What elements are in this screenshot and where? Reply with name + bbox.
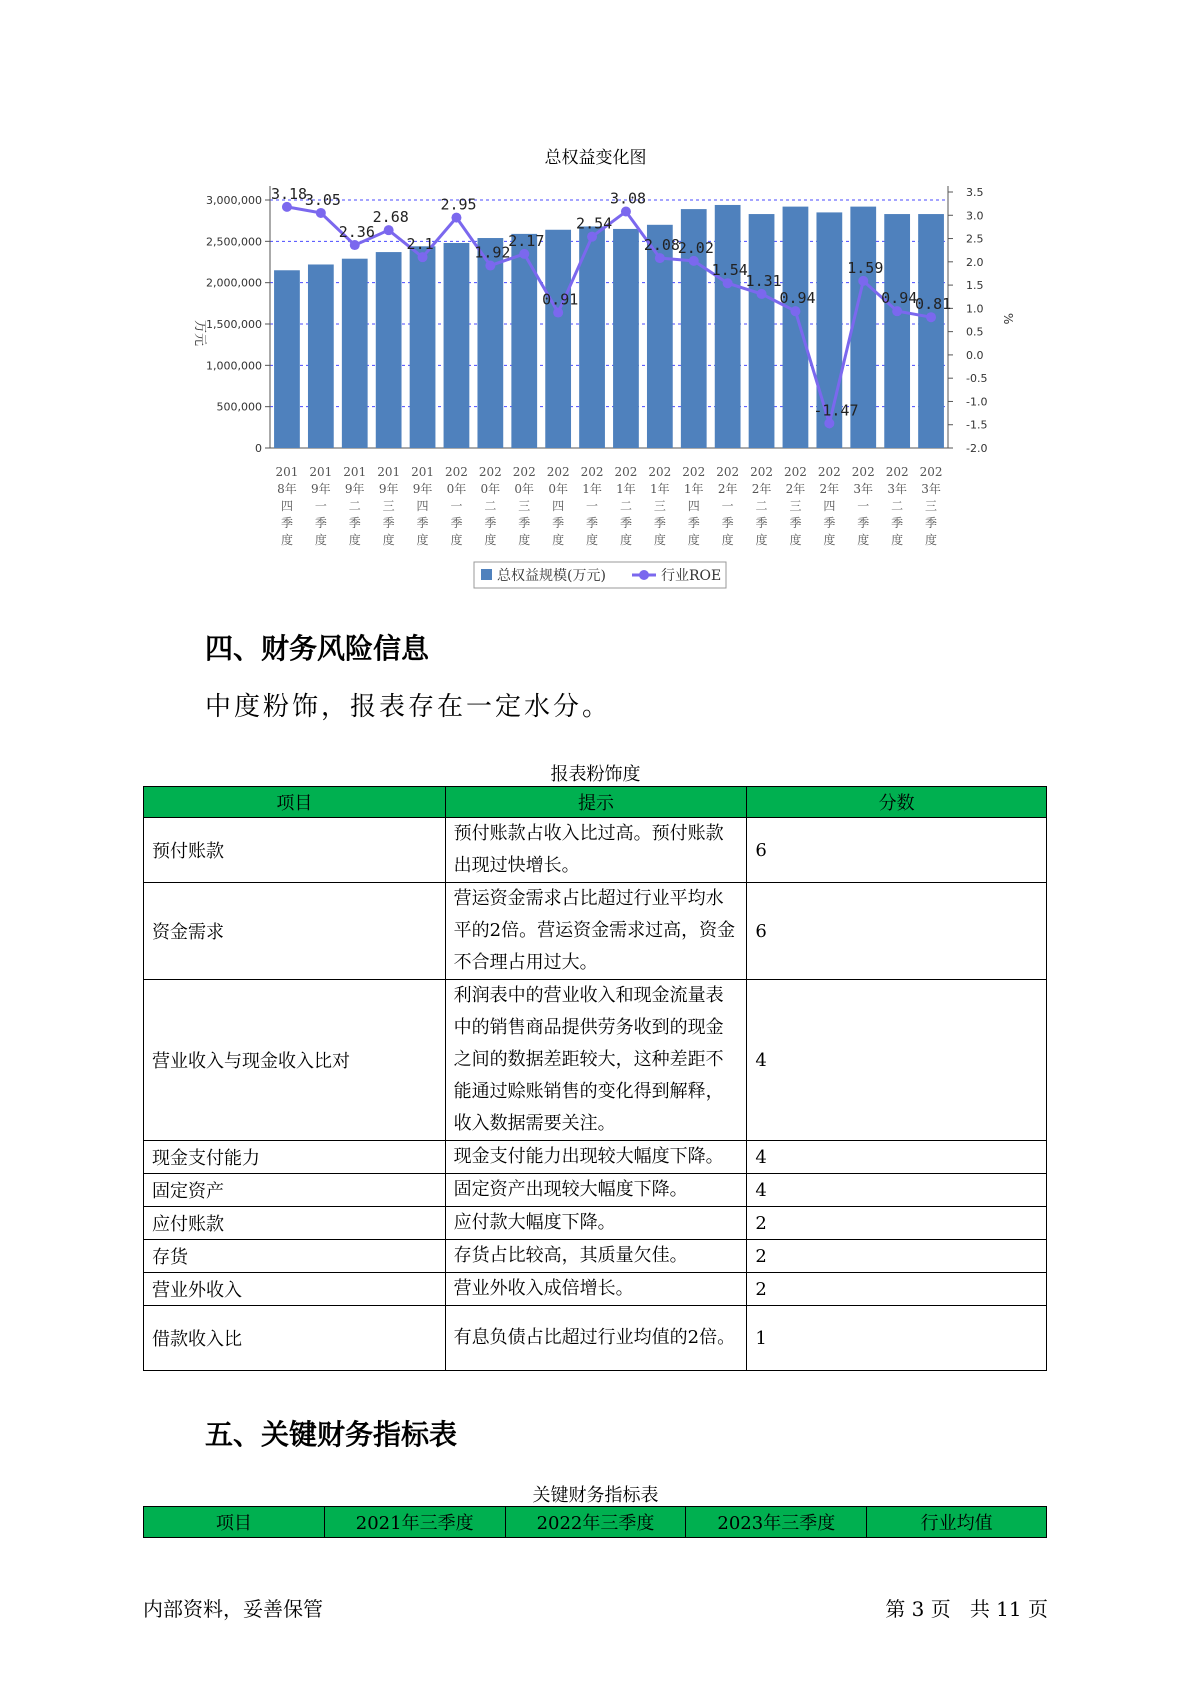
bar bbox=[918, 214, 944, 448]
x-tick-label: 度 bbox=[348, 533, 361, 547]
row-item: 营业收入与现金收入比对 bbox=[144, 980, 446, 1141]
x-tick-label: 度 bbox=[721, 533, 734, 547]
header-2022q3: 2022年三季度 bbox=[505, 1507, 686, 1538]
roe-data-label: 1.54 bbox=[711, 261, 748, 280]
x-tick-label: 度 bbox=[925, 533, 938, 547]
x-tick-label: 1年 bbox=[650, 482, 670, 496]
x-tick-label: 201 bbox=[377, 465, 401, 479]
bar bbox=[884, 214, 910, 448]
table-2-caption: 关键财务指标表 bbox=[532, 1485, 659, 1506]
x-tick-label: 季 bbox=[416, 516, 429, 530]
roe-data-label: 0.94 bbox=[881, 289, 918, 308]
roe-point bbox=[350, 240, 360, 250]
x-tick-label: 季 bbox=[280, 516, 293, 530]
left-tick-label: 0 bbox=[255, 442, 262, 455]
x-tick-label: 度 bbox=[416, 533, 429, 547]
roe-data-label: 2.54 bbox=[576, 214, 613, 233]
x-tick-label: 四 bbox=[416, 499, 429, 513]
bar bbox=[613, 229, 639, 448]
roe-point bbox=[824, 418, 834, 428]
roe-point bbox=[282, 202, 292, 212]
x-tick-label: 9年 bbox=[311, 482, 331, 496]
right-axis-label: % bbox=[1001, 313, 1015, 325]
header-tip: 提示 bbox=[445, 787, 747, 818]
x-tick-label: 201 bbox=[343, 465, 367, 479]
x-tick-label: 0年 bbox=[514, 482, 535, 496]
header-2021q3: 2021年三季度 bbox=[324, 1507, 505, 1538]
x-tick-label: 202 bbox=[580, 465, 604, 479]
x-tick-label: 202 bbox=[885, 465, 909, 479]
section-4-heading: 四、财务风险信息 bbox=[205, 632, 430, 665]
bar bbox=[715, 205, 741, 448]
x-tick-label: 三 bbox=[653, 499, 666, 513]
x-tick-label: 四 bbox=[280, 499, 293, 513]
key-indicators-table bbox=[143, 1506, 1047, 1538]
x-tick-label: 季 bbox=[518, 516, 531, 530]
right-tick-label: 3.5 bbox=[966, 186, 984, 199]
x-tick-label: 季 bbox=[450, 516, 463, 530]
x-tick-label: 度 bbox=[450, 533, 463, 547]
x-tick-label: 202 bbox=[716, 465, 740, 479]
left-tick-label: 1,000,000 bbox=[206, 359, 262, 373]
roe-point bbox=[858, 276, 868, 286]
table-row bbox=[144, 980, 1047, 1141]
x-tick-label: 三 bbox=[518, 499, 531, 513]
row-item: 借款收入比 bbox=[144, 1306, 446, 1371]
footer-page-number: 第 3 页 共 11 页 bbox=[885, 1597, 1048, 1621]
x-tick-label: 二 bbox=[619, 499, 632, 513]
x-tick-label: 度 bbox=[789, 533, 802, 547]
roe-point bbox=[790, 306, 800, 316]
roe-point bbox=[485, 261, 495, 271]
row-tip: 应付款大幅度下降。 bbox=[445, 1207, 747, 1240]
row-tip: 存货占比较高，其质量欠佳。 bbox=[445, 1240, 747, 1273]
row-item: 固定资产 bbox=[144, 1174, 446, 1207]
roe-data-label: 1.92 bbox=[474, 243, 511, 262]
x-tick-label: 一 bbox=[586, 499, 599, 513]
x-tick-label: 202 bbox=[851, 465, 875, 479]
x-tick-label: 3年 bbox=[887, 482, 907, 496]
x-tick-label: 度 bbox=[280, 533, 293, 547]
x-tick-label: 202 bbox=[919, 465, 943, 479]
chart-title: 总权益变化图 bbox=[544, 148, 647, 168]
x-tick-label: 2年 bbox=[751, 482, 772, 496]
x-tick-label: 8年 bbox=[277, 482, 297, 496]
bar bbox=[444, 243, 470, 448]
x-tick-label: 202 bbox=[682, 465, 706, 479]
legend-bar-label: 总权益规模(万元) bbox=[497, 568, 606, 584]
x-tick-label: 202 bbox=[512, 465, 536, 479]
x-tick-label: 三 bbox=[789, 499, 802, 513]
x-tick-label: 度 bbox=[687, 533, 700, 547]
x-tick-label: 季 bbox=[382, 516, 395, 530]
row-tip: 预付账款占收入比过高。预付账款出现过快增长。 bbox=[445, 818, 747, 883]
table-row bbox=[144, 1207, 1047, 1240]
bar bbox=[410, 246, 436, 448]
left-tick-label: 1,500,000 bbox=[206, 318, 262, 331]
roe-point bbox=[418, 252, 428, 262]
roe-data-label: 2.36 bbox=[338, 223, 375, 242]
table-row bbox=[144, 883, 1047, 980]
row-tip: 有息负债占比超过行业均值的2倍。 bbox=[445, 1306, 747, 1371]
x-tick-label: 度 bbox=[484, 533, 497, 547]
left-tick-label: 2,500,000 bbox=[206, 235, 262, 249]
legend-line-label: 行业ROE bbox=[661, 568, 722, 584]
x-tick-label: 一 bbox=[450, 499, 463, 513]
roe-data-label: 1.59 bbox=[847, 258, 884, 277]
x-tick-label: 度 bbox=[586, 533, 599, 547]
right-tick-label: -2.0 bbox=[966, 442, 988, 455]
x-tick-label: 季 bbox=[653, 516, 666, 530]
x-tick-label: 二 bbox=[348, 499, 361, 513]
x-tick-label: 三 bbox=[382, 499, 395, 513]
x-tick-label: 二 bbox=[755, 499, 768, 513]
roe-data-label: 2.1 bbox=[406, 235, 434, 254]
x-tick-label: 0年 bbox=[446, 482, 467, 496]
right-tick-label: -1.5 bbox=[966, 418, 988, 432]
roe-data-label: 0.94 bbox=[779, 289, 816, 308]
row-tip: 现金支付能力出现较大幅度下降。 bbox=[445, 1141, 747, 1174]
x-tick-label: 度 bbox=[755, 533, 768, 547]
table-row bbox=[144, 1306, 1047, 1371]
roe-point bbox=[926, 312, 936, 322]
roe-point bbox=[451, 213, 461, 223]
right-tick-label: -1.0 bbox=[966, 395, 988, 409]
bar bbox=[376, 252, 402, 448]
table-row bbox=[144, 1141, 1047, 1174]
x-tick-label: 季 bbox=[619, 516, 632, 530]
x-tick-label: 1年 bbox=[616, 482, 636, 496]
row-score: 2 bbox=[747, 1273, 1047, 1306]
row-score: 4 bbox=[747, 1174, 1047, 1207]
x-tick-label: 2年 bbox=[785, 482, 806, 496]
x-tick-label: 202 bbox=[546, 465, 570, 479]
x-tick-label: 202 bbox=[648, 465, 672, 479]
x-tick-label: 度 bbox=[619, 533, 632, 547]
row-score: 4 bbox=[747, 1141, 1047, 1174]
equity-chart bbox=[0, 0, 1191, 600]
row-item: 资金需求 bbox=[144, 883, 446, 980]
section-5-heading: 五、关键财务指标表 bbox=[205, 1418, 458, 1451]
x-tick-label: 度 bbox=[823, 533, 836, 547]
x-tick-label: 二 bbox=[484, 499, 497, 513]
roe-point bbox=[757, 289, 767, 299]
x-tick-label: 季 bbox=[823, 516, 836, 530]
header-item: 项目 bbox=[144, 1507, 325, 1538]
table-row bbox=[144, 1240, 1047, 1273]
x-tick-label: 季 bbox=[586, 516, 599, 530]
roe-data-label: 3.18 bbox=[270, 184, 308, 203]
x-tick-label: 度 bbox=[653, 533, 666, 547]
footer-confidential: 内部资料，妥善保管 bbox=[143, 1597, 323, 1621]
x-tick-label: 度 bbox=[891, 533, 904, 547]
table-row bbox=[144, 1174, 1047, 1207]
x-tick-label: 季 bbox=[925, 516, 938, 530]
bar bbox=[545, 230, 571, 448]
roe-data-label: 1.31 bbox=[745, 271, 782, 290]
x-tick-label: 201 bbox=[411, 465, 435, 479]
x-tick-label: 一 bbox=[721, 499, 734, 513]
x-tick-label: 一 bbox=[857, 499, 870, 513]
section-4-summary: 中度粉饰，报表存在一定水分。 bbox=[205, 692, 612, 722]
x-tick-label: 季 bbox=[552, 516, 565, 530]
header-score: 分数 bbox=[747, 787, 1047, 818]
roe-point bbox=[621, 207, 631, 217]
x-tick-label: 一 bbox=[314, 499, 327, 513]
x-tick-label: 201 bbox=[309, 465, 333, 479]
roe-data-label: 0.81 bbox=[915, 295, 952, 314]
bar bbox=[274, 270, 300, 448]
bar bbox=[342, 259, 368, 448]
roe-data-label: 2.08 bbox=[643, 236, 680, 255]
x-tick-label: 季 bbox=[789, 516, 802, 530]
x-tick-label: 度 bbox=[857, 533, 870, 547]
x-tick-label: 季 bbox=[721, 516, 734, 530]
table-row bbox=[144, 1273, 1047, 1306]
right-tick-label: 1.0 bbox=[966, 302, 984, 316]
row-item: 存货 bbox=[144, 1240, 446, 1273]
roe-data-label: 3.05 bbox=[304, 190, 341, 209]
x-tick-label: 3年 bbox=[921, 482, 941, 496]
x-tick-label: 季 bbox=[857, 516, 870, 530]
right-tick-label: 0.0 bbox=[966, 348, 984, 362]
row-item: 营业外收入 bbox=[144, 1273, 446, 1306]
header-2023q3: 2023年三季度 bbox=[686, 1507, 867, 1538]
x-tick-label: 9年 bbox=[378, 482, 399, 496]
table-header-row bbox=[144, 1507, 1047, 1538]
legend-bar-swatch bbox=[481, 569, 492, 580]
bar bbox=[783, 207, 809, 448]
x-tick-label: 9年 bbox=[412, 482, 433, 496]
right-tick-label: 0.5 bbox=[966, 325, 984, 339]
x-tick-label: 202 bbox=[614, 465, 638, 479]
right-tick-label: -0.5 bbox=[966, 372, 988, 386]
x-tick-label: 四 bbox=[687, 499, 700, 513]
x-tick-label: 2年 bbox=[717, 482, 738, 496]
x-tick-label: 四 bbox=[823, 499, 836, 513]
table-header-row bbox=[144, 787, 1047, 818]
row-score: 4 bbox=[747, 980, 1047, 1141]
x-tick-label: 1年 bbox=[582, 482, 602, 496]
left-tick-label: 500,000 bbox=[216, 400, 262, 414]
row-score: 2 bbox=[747, 1207, 1047, 1240]
x-tick-label: 1年 bbox=[683, 482, 704, 496]
x-tick-label: 0年 bbox=[480, 482, 501, 496]
roe-point bbox=[316, 208, 326, 218]
table-row bbox=[144, 818, 1047, 883]
x-tick-label: 季 bbox=[348, 516, 361, 530]
roe-point bbox=[655, 253, 665, 263]
roe-data-label: -1.47 bbox=[813, 401, 859, 420]
x-tick-label: 度 bbox=[314, 533, 327, 547]
bar bbox=[749, 214, 775, 448]
row-score: 6 bbox=[747, 883, 1047, 980]
row-tip: 营业外收入成倍增长。 bbox=[445, 1273, 747, 1306]
right-tick-label: 2.0 bbox=[966, 255, 984, 269]
roe-point bbox=[384, 225, 394, 235]
roe-data-label: 2.02 bbox=[677, 238, 714, 257]
row-tip: 营运资金需求占比超过行业平均水平的2倍。营运资金需求过高，资金不合理占用过大。 bbox=[445, 883, 747, 980]
x-tick-label: 201 bbox=[275, 465, 299, 479]
row-item: 应付账款 bbox=[144, 1207, 446, 1240]
x-tick-label: 度 bbox=[518, 533, 531, 547]
x-tick-label: 0年 bbox=[548, 482, 568, 496]
roe-data-label: 2.17 bbox=[508, 231, 545, 250]
x-tick-label: 季 bbox=[687, 516, 700, 530]
row-item: 预付账款 bbox=[144, 818, 446, 883]
x-tick-label: 三 bbox=[925, 499, 938, 513]
bar bbox=[308, 264, 334, 448]
roe-point bbox=[689, 256, 699, 266]
legend-line-marker bbox=[639, 570, 649, 580]
x-tick-label: 202 bbox=[478, 465, 502, 479]
roe-point bbox=[587, 232, 597, 242]
roe-data-label: 0.91 bbox=[542, 290, 579, 309]
left-axis-label: 万元 bbox=[192, 320, 207, 347]
x-tick-label: 二 bbox=[891, 499, 904, 513]
left-tick-label: 3,000,000 bbox=[206, 194, 262, 207]
x-tick-label: 3年 bbox=[853, 482, 874, 496]
row-score: 1 bbox=[747, 1306, 1047, 1371]
roe-point bbox=[892, 306, 902, 316]
x-tick-label: 202 bbox=[817, 465, 841, 479]
x-tick-label: 季 bbox=[891, 516, 904, 530]
x-tick-label: 季 bbox=[484, 516, 497, 530]
x-tick-label: 2年 bbox=[819, 482, 840, 496]
header-item: 项目 bbox=[144, 787, 446, 818]
roe-point bbox=[723, 278, 733, 288]
x-tick-label: 度 bbox=[552, 533, 565, 547]
row-score: 2 bbox=[747, 1240, 1047, 1273]
x-tick-label: 9年 bbox=[344, 482, 365, 496]
roe-point bbox=[553, 308, 563, 318]
left-tick-label: 2,000,000 bbox=[206, 276, 262, 290]
table-1-caption: 报表粉饰度 bbox=[550, 764, 641, 785]
x-tick-label: 季 bbox=[314, 516, 327, 530]
x-tick-label: 季 bbox=[755, 516, 768, 530]
x-tick-label: 202 bbox=[783, 465, 807, 479]
whitewash-table bbox=[143, 786, 1047, 1371]
header-industry-avg: 行业均值 bbox=[867, 1507, 1047, 1538]
roe-data-label: 2.95 bbox=[440, 195, 477, 214]
roe-point bbox=[519, 249, 529, 259]
right-tick-label: 3.0 bbox=[966, 209, 984, 223]
x-tick-label: 202 bbox=[750, 465, 774, 479]
x-tick-label: 度 bbox=[382, 533, 395, 547]
row-tip: 利润表中的营业收入和现金流量表中的销售商品提供劳务收到的现金之间的数据差距较大，这种差距不能通过赊账销售的变化得到解释，收入数据需要关注。 bbox=[445, 980, 747, 1141]
roe-data-label: 3.08 bbox=[609, 189, 647, 208]
right-tick-label: 1.5 bbox=[966, 279, 984, 293]
row-tip: 固定资产出现较大幅度下降。 bbox=[445, 1174, 747, 1207]
x-tick-label: 202 bbox=[444, 465, 468, 479]
x-tick-label: 四 bbox=[552, 499, 565, 513]
right-tick-label: 2.5 bbox=[966, 232, 984, 246]
bar bbox=[511, 234, 537, 448]
roe-data-label: 2.68 bbox=[372, 208, 409, 227]
row-item: 现金支付能力 bbox=[144, 1141, 446, 1174]
row-score: 6 bbox=[747, 818, 1047, 883]
